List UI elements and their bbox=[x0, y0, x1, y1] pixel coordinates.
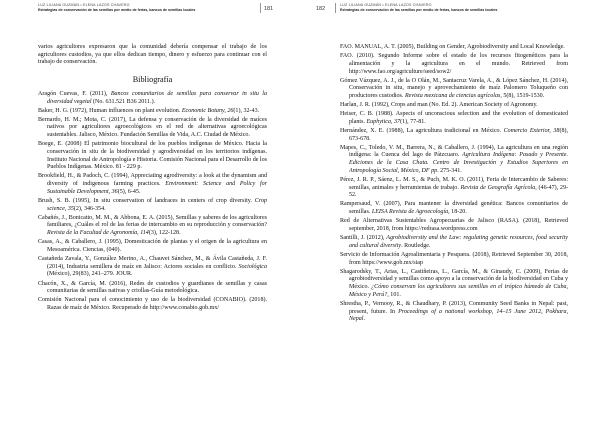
reference-source: Agricultura Indígena: Pasado y Presente. Ediciones de la Casa Chata. Centro de Investigación y Estudios Superiores en Antropología Social, México, DF pp bbox=[349, 152, 569, 174]
reference-text: Heiser, C. B. (1988). Aspects of unconscious selection and the evolution of domesticated plants. bbox=[340, 111, 568, 125]
reference-source: Sociológica bbox=[238, 263, 267, 270]
reference-entry bbox=[340, 218, 568, 233]
reference-source: Economic Botany, 26 bbox=[181, 107, 234, 114]
reference-entry bbox=[340, 235, 568, 250]
page-number: 182 bbox=[316, 6, 326, 12]
right-body bbox=[340, 44, 568, 325]
reference-text: . Routledge. bbox=[401, 242, 431, 249]
running-header bbox=[38, 3, 195, 12]
reference-entry bbox=[340, 301, 568, 324]
reference-entry bbox=[38, 141, 267, 172]
reference-text: FAO. MANUAL, A. T. (2005), Building on Gender, Agrobiodiversity and Local Knowledge. bbox=[340, 44, 565, 50]
reference-text: Shagarodsky, T., Arias, L., Castiñeiras, L., García, M., & Ginaudy, C. (2009), Ferias de agrobiodiversidad y semillas como apoyo a la conservación de la biodiversidad en Cuba y México. bbox=[340, 268, 568, 291]
reference-text: (5), 6-45. bbox=[117, 188, 141, 195]
reference-text: Harlan, J. R. (1992), Crops and man (No. Ed. 2). American Society of Agronomy. bbox=[340, 102, 538, 109]
reference-source: Bancos comunitarios de semillas para conservar in situ la diversidad vegetal bbox=[47, 90, 268, 105]
reference-entry bbox=[340, 128, 568, 143]
intro-paragraph: varios agricultores expresaron que la comunidad debería compensar el trabajo de los agricultores custodios, ya que ellos dedican tiempo, dinero y esfuerzo para continuar con el trabajo de conservación. bbox=[38, 44, 267, 66]
reference-text: Shrestha, P., Vernooy, R., & Chaudhary, P. (2013), Community Seed Banks in Nepal: past, present, future. In bbox=[340, 300, 568, 315]
reference-text: Mapes, C., Toledo, V. M., Barrera, N., & Caballero, J. (1994), La agricultura en una región indígena: la Cuenca del lago de Pátzcuaro. bbox=[340, 144, 568, 159]
reference-entry bbox=[38, 256, 267, 279]
reference-entry bbox=[340, 111, 568, 126]
running-header bbox=[340, 3, 497, 12]
header-divider bbox=[335, 3, 336, 13]
reference-text: Brookfield, H., & Padoch, C. (1994), Appreciating agrodiversity: a look at the dynamism and diversity of indigenous farming practices. bbox=[38, 173, 267, 188]
reference-source: Proceedings of a national workshop, 14–15 June 2012, Pokhara, Nepal bbox=[349, 308, 568, 323]
reference-list bbox=[340, 44, 568, 324]
reference-text: (1), 77-81. bbox=[400, 118, 426, 125]
reference-source: Agrobiodiversity and the Law: regulating genetic resources, food security and cultural diversity bbox=[349, 235, 568, 249]
reference-text: , (46-47), 29-52. bbox=[349, 184, 568, 199]
reference-text: (1), 32-43. bbox=[233, 107, 260, 114]
reference-text: Hernández, X. E. (1988), La agricultura tradicional en México. bbox=[340, 127, 504, 134]
reference-entry bbox=[340, 269, 568, 300]
reference-entry bbox=[340, 53, 568, 76]
reference-entry bbox=[38, 281, 267, 296]
reference-source: Euphytica, 37 bbox=[366, 118, 401, 125]
reference-source: Revista de Geografía Agrícola bbox=[460, 184, 536, 191]
reference-source: Comercio Exterior, 38 bbox=[503, 127, 560, 134]
reference-text: (No. 631.521 B36 2011.). bbox=[91, 98, 156, 105]
reference-text: . 275-341. bbox=[437, 167, 462, 174]
reference-text: , 5(8), 1519-1530. bbox=[500, 93, 545, 99]
reference-text: Servicio de Información Agroalimentaria y Pesquera. (2018), Retrieved September 30, 2018, from https://www.gob.mx/siap bbox=[340, 251, 568, 266]
header-divider bbox=[260, 3, 261, 13]
reference-text: . bbox=[363, 316, 365, 323]
reference-text: Aragón Cuevas, F. (2011), bbox=[38, 90, 111, 97]
reference-text: Pérez, J. R. P., Sáenz, L. M. S., & Puch, M. K. O. (2011), Feria de Intercambio de Saberes: semillas, animales y herramientas de trabajo. bbox=[340, 176, 568, 191]
reference-source: ¿Cómo conservan los agricultores sus semillas en el trópico húmedo de Cuba, México y Perú? bbox=[349, 284, 569, 298]
reference-text: Boege, E. (2008) El patrimonio biocultural de los pueblos indígenas de México. Hacia la conservación in situ de la biodiversidad y agrodiversidad en los territorios indígenas. Instituto Nacional de Antropología e Historia. Comisión Nacional para el Desarrollo de los Pueblos Indígenas. México. 81 - 229 p. bbox=[38, 141, 267, 171]
reference-text: Gómez Vázquez, A. J., de la O Olán, M., Santacruz Varela, A., & López Sánchez, H. (2014), Conservación in situ, manejo y aprovechamiento de maíz Palomero Toluqueño con productores custodios. bbox=[340, 77, 568, 99]
header-title: Estrategias de conservación de las semillas por medio de ferias, bancos de semillas locales bbox=[340, 8, 498, 12]
reference-text: (8), 673-678. bbox=[349, 127, 569, 142]
reference-entry bbox=[340, 78, 568, 101]
reference-text: Baker, H. G. (1972), Human influences on plant evolution. bbox=[38, 107, 182, 114]
reference-text: Comisión Nacional para el conocimiento y uso de la biodiversidad (CONABIO). (2018). Razas de maíz de México. Recuperado de http://www.conabio.gob.mx/ bbox=[38, 297, 267, 311]
reference-entry bbox=[38, 198, 267, 213]
reference-text: Brush, S. B. (1995), In situ conservation of landraces in centers of crop diversity. bbox=[38, 197, 255, 204]
reference-source: Crop science, 35 bbox=[47, 197, 267, 212]
reference-text: (México), 29(83), 241–279. JOUR. bbox=[47, 271, 133, 278]
reference-text: Casas, A., & Caballero, J. (1995), Domesticación de plantas y el origen de la agricultura en Mesoamérica. Ciencias, (040). bbox=[38, 239, 267, 253]
page-number: 181 bbox=[264, 6, 274, 12]
reference-entry bbox=[340, 252, 568, 267]
header-title: Estrategias de conservación de las semillas por medio de ferias, bancos de semillas locales bbox=[38, 8, 196, 12]
reference-entry bbox=[38, 239, 267, 254]
reference-text: , 18-20. bbox=[448, 209, 467, 216]
reference-source: Environment: Science and Policy for Sustainable Development, 36 bbox=[47, 181, 268, 195]
right-page bbox=[300, 0, 600, 440]
reference-text: (3), 122-128. bbox=[148, 230, 181, 237]
reference-entry bbox=[38, 117, 267, 140]
reference-source: Revista mexicana de ciencias agrícolas bbox=[404, 93, 501, 99]
reference-entry bbox=[38, 215, 267, 238]
reference-entry bbox=[38, 173, 267, 196]
header-authors: LUZ LILIANA GUZMÁN • ELENA LAZOS CHAVERO bbox=[340, 3, 432, 7]
reference-source: LEISA Revista de Agroecología bbox=[371, 209, 449, 216]
reference-text: , 101. bbox=[387, 291, 401, 298]
reference-text: Chacón, X., & García, M. (2016), Redes de custodios y guardianes de semillas y casas comunitarias de semillas nativas y criollas-Guía metodológica. bbox=[38, 280, 267, 295]
bibliography-heading: Bibliografía bbox=[132, 75, 173, 85]
reference-text: Santilli, J. (2012), bbox=[340, 235, 387, 242]
reference-text: Castañeda Zavala, Y., González Merino, A., Chauvet Sánchez, M., & Ávila Castañeda, J. F. (2014), Industria semillera de maíz en Jalisco: Actores sociales en conflicto. bbox=[38, 256, 267, 270]
reference-entry bbox=[340, 145, 568, 176]
reference-text: Cabañés, J., Bonicatto, M. M., & Abbona, E. A. (2015), Semillas y saberes de los agricultores familiares, ¿Cuáles el rol de las ferias de intercambio en su reproducción y conservación? bbox=[38, 214, 267, 229]
reference-entry bbox=[340, 177, 568, 200]
reference-text: FAO. (2010). Segundo Informe sobre el estado de los recursos fitogenéticos para la alimentación y la agricultura en el mundo. Retrieved from http://www.fao.org/agriculture/seed/sow2/ bbox=[340, 53, 568, 75]
reference-entry bbox=[340, 44, 568, 52]
reference-text: (2), 346-354. bbox=[73, 205, 106, 212]
header-authors: LUZ LILIANA GUZMÁN • ELENA LAZOS CHAVERO bbox=[38, 3, 130, 7]
reference-source: Revista de la Facultad de Agronomía, 114 bbox=[47, 230, 149, 237]
reference-entry bbox=[340, 102, 568, 110]
reference-text: Bernardo, H. M.; Mota, C. (2017), La defensa y conservación de la diversidad de maíces nativos por agricultores agroecológicos en el red de alternativas agroecológicas sustentables. Jalisco, México. Fundación Semillas de Vida, A.C. Ciudad de México. bbox=[38, 116, 267, 139]
reference-text: Rampersaud, V. (2007), Para mantener la diversidad genética: Bancos comunitarios de semillas. bbox=[340, 201, 568, 216]
reference-text: Red de Alternativas Sustentables Agropecuarias de Jalisco (RASA). (2018), Retrieved september, 2018, from https://redrasa.wordpress.com bbox=[340, 218, 568, 232]
reference-entry bbox=[38, 297, 267, 312]
left-body bbox=[38, 44, 267, 314]
reference-list bbox=[38, 91, 267, 313]
reference-entry bbox=[38, 91, 267, 106]
reference-entry bbox=[340, 201, 568, 216]
reference-entry bbox=[38, 108, 267, 116]
